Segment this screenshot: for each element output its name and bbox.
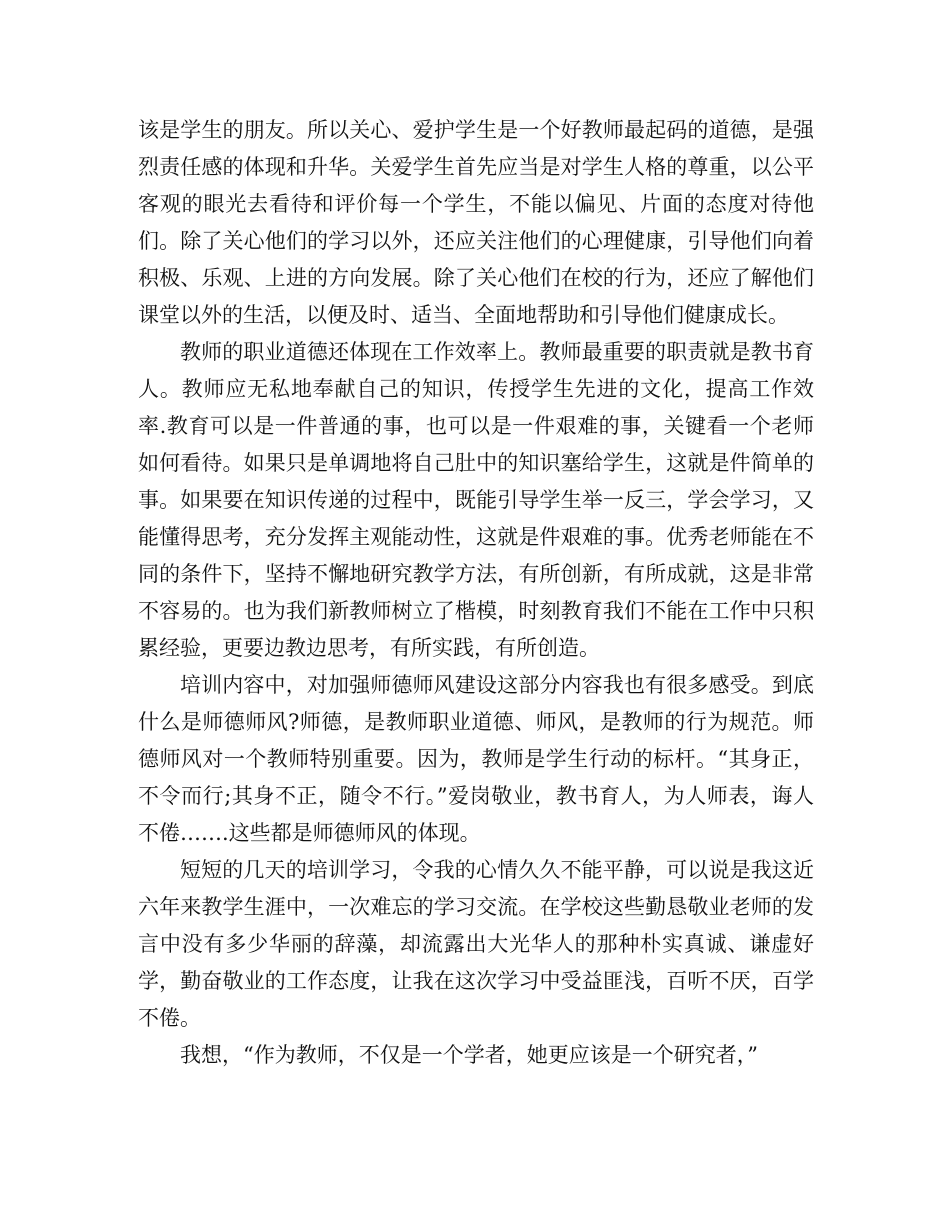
paragraph-5: 我想，“作为教师，不仅是一个学者，她更应该是一个研究者，” [180,1043,758,1067]
paragraph-2: 教师的职业道德还体现在工作效率上。教师最重要的职责就是教书育人。教师应无私地奉献自己的知识，传授学生先进的文化，提高工作效率.教育可以是一件普通的事，也可以是一件艰难的事，关键看一个老师如何看待。如果只是单调地将自己肚中的知识塞给学生，这就是件简单的事。如果要在知识传递的过程中，既能引导学生举一反三，学会学习，又能懂得思考，充分发挥主观能动性，这就是件艰难的事。优秀老师能在不同的条件下，坚持不懈地研究教学方法，有所创新，有所成就，这是非常不容易的。也为我们新教师树立了楷模，时刻教育我们不能在工作中只积累经验，更要边教边思考，有所实践，有所创造。 [138,340,814,660]
paragraph-4: 短短的几天的培训学习，令我的心情久久不能平静，可以说是我这近六年来教学生涯中，一次难忘的学习交流。在学校这些勤恳敬业老师的发言中没有多少华丽的辞藻，却流露出大光华人的那种朴实真诚、谦虚好学，勤奋敬业的工作态度，让我在这次学习中受益匪浅，百听不厌，百学不倦。 [138,858,814,1030]
document-body [138,112,814,1074]
paragraph-3: 培训内容中，对加强师德师风建设这部分内容我也有很多感受。到底什么是师德师风?师德，是教师职业道德、师风，是教师的行为规范。师德师风对一个教师特别重要。因为，教师是学生行动的标杆。“其身正，不令而行;其身不正，随令不行。”爱岗敬业，教书育人，为人师表，诲人不倦…….这些都是师德师风的体现。 [138,673,814,845]
paragraph-1: 该是学生的朋友。所以关心、爱护学生是一个好教师最起码的道德，是强烈责任感的体现和升华。关爱学生首先应当是对学生人格的尊重，以公平客观的眼光去看待和评价每一个学生，不能以偏见、片面的态度对待他们。除了关心他们的学习以外，还应关注他们的心理健康，引导他们向着积极、乐观、上进的方向发展。除了关心他们在校的行为，还应了解他们课堂以外的生活，以便及时、适当、全面地帮助和引导他们健康成长。 [138,118,814,327]
